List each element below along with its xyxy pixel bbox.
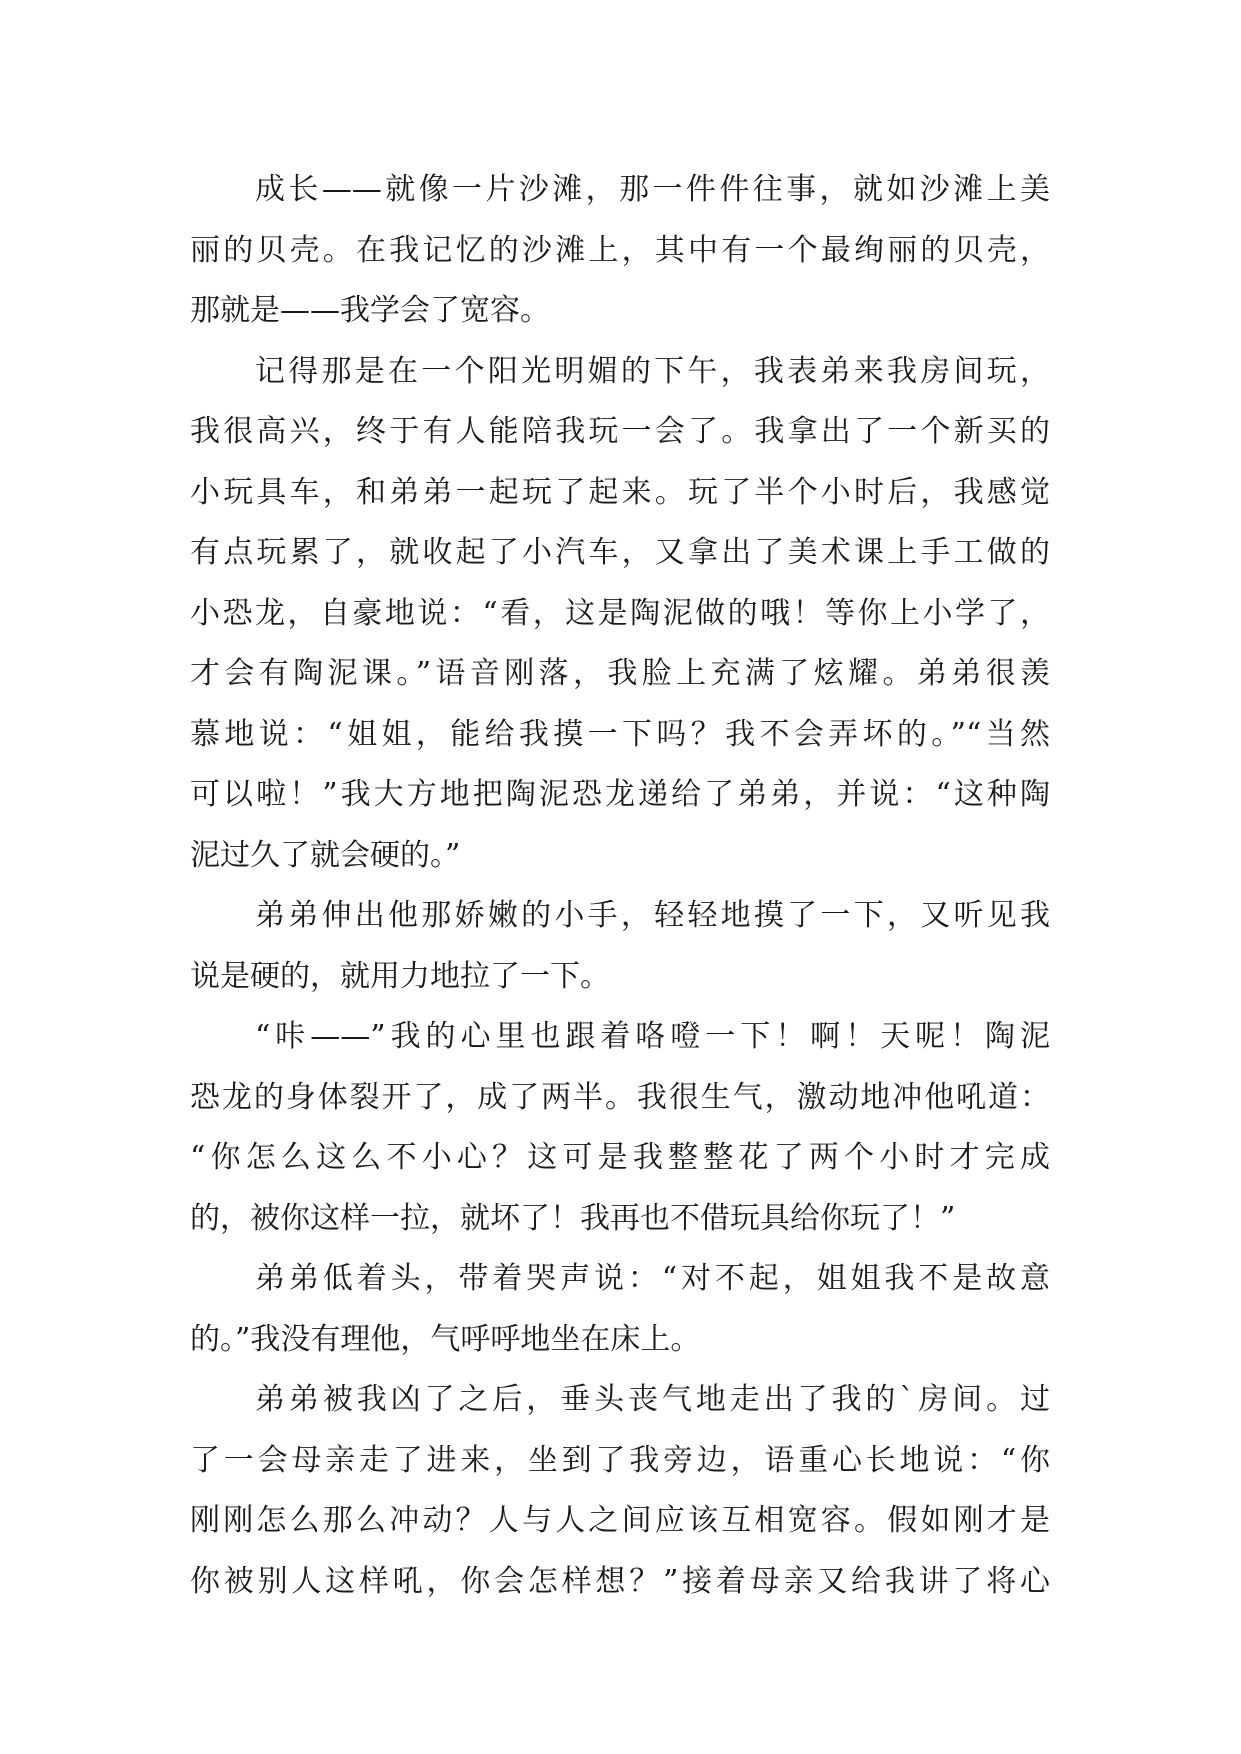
text-line: 恐龙的身体裂开了，成了两半。我很生气，激动地冲他吼道：: [190, 1079, 1050, 1115]
text-line: 小玩具车，和弟弟一起玩了起来。玩了半个小时后，我感觉: [190, 474, 1050, 510]
text-line: 弟弟被我凶了之后，垂头丧气地走出了我的`房间。过: [255, 1382, 1050, 1417]
text-line: 弟弟低着头，带着哭声说：“对不起，姐姐我不是故意: [255, 1261, 1050, 1296]
text-line: 泥过久了就会硬的。”: [190, 837, 461, 873]
text-line: 刚刚怎么那么冲动？人与人之间应该互相宽容。假如刚才是: [190, 1503, 1050, 1538]
text-line: 有点玩累了，就收起了小汽车，又拿出了美术课上手工做的: [190, 535, 1050, 570]
paragraph-1: [190, 160, 1050, 342]
text-line: 说是硬的，就用力地拉了一下。: [190, 958, 610, 994]
text-line: 那就是——我学会了宽容。: [190, 293, 550, 328]
text-line: 你被别人这样吼，你会怎样想？”接着母亲又给我讲了将心: [190, 1563, 1050, 1599]
paragraph-3: [190, 886, 1050, 1007]
text-line: “咔——”我的心里也跟着咯噔一下！啊！天呢！陶泥: [255, 1019, 1050, 1054]
text-line: 了一会母亲走了进来，坐到了我旁边，语重心长地说：“你: [190, 1442, 1050, 1478]
text-line: 我很高兴，终于有人能陪我玩一会了。我拿出了一个新买的: [190, 414, 1050, 449]
paragraph-5: [190, 1249, 1050, 1370]
text-line: 才会有陶泥课。”语音刚落，我脸上充满了炫耀。弟弟很羡: [190, 656, 1050, 691]
text-line: 弟弟伸出他那娇嫩的小手，轻轻地摸了一下，又听见我: [255, 898, 1050, 933]
text-line: 丽的贝壳。在我记忆的沙滩上，其中有一个最绚丽的贝壳，: [190, 232, 1050, 268]
paragraph-4: [190, 1007, 1050, 1249]
paragraph-6: [190, 1370, 1050, 1612]
text-line: 的，被你这样一拉，就坏了！我再也不借玩具给你玩了！”: [190, 1200, 956, 1236]
text-line: 慕地说：“姐姐，能给我摸一下吗？我不会弄坏的。”“当然: [190, 716, 1050, 752]
paragraph-2: [190, 342, 1050, 887]
text-line: 小恐龙，自豪地说：“看，这是陶泥做的哦！等你上小学了，: [190, 595, 1050, 631]
document-body: [190, 160, 1050, 1612]
text-line: 可以啦！”我大方地把陶泥恐龙递给了弟弟，并说：“这种陶: [190, 777, 1050, 812]
text-line: 记得那是在一个阳光明媚的下午，我表弟来我房间玩，: [255, 353, 1050, 389]
text-line: 的。”我没有理他，气呼呼地坐在床上。: [190, 1321, 701, 1357]
text-line: 成长——就像一片沙滩，那一件件往事，就如沙滩上美: [255, 172, 1050, 207]
text-line: “你怎么这么不小心？这可是我整整花了两个小时才完成: [190, 1140, 1050, 1175]
